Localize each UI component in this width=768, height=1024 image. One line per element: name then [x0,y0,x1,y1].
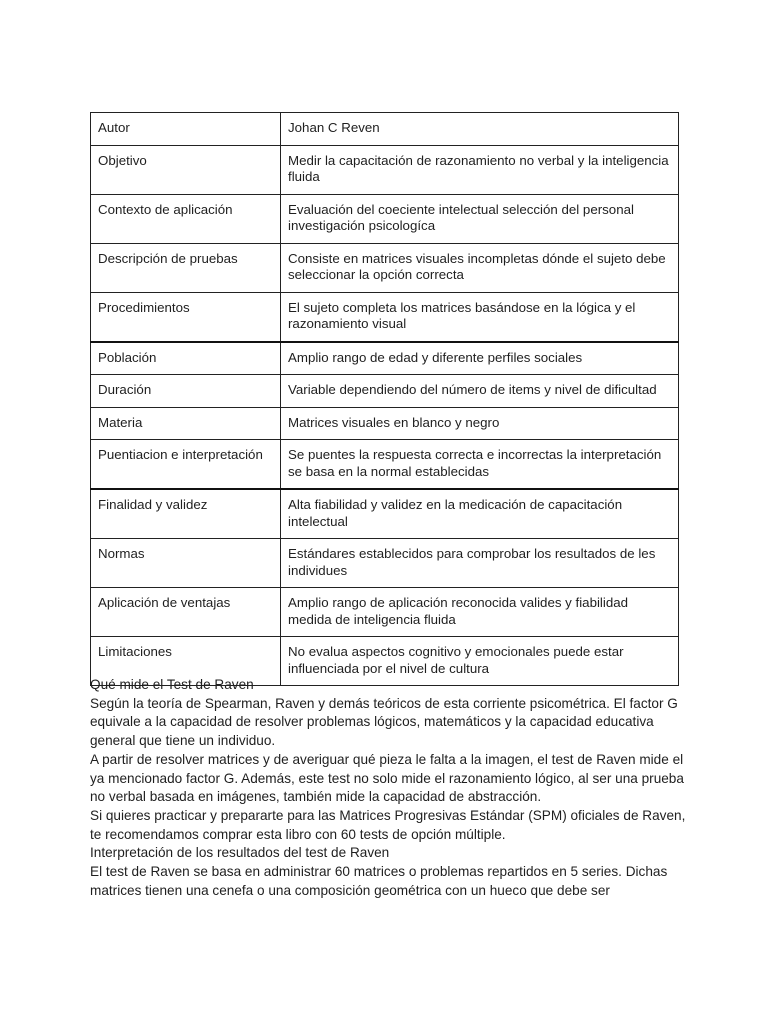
paragraph: Según la teoría de Spearman, Raven y demás teóricos de esta corriente psicométrica. El factor G equivale a la capacidad de resolver problemas lógicos, matemáticos y la capacidad educativa general que tiene un individuo. [90,695,678,749]
row-value: Variable dependiendo del número de items y nivel de dificultad [281,375,679,408]
paragraph: Si quieres practicar y prepararte para las Matrices Progresivas Estándar (SPM) oficiales de Raven, te recomendamos comprar esta libro con 60 tests de opción múltiple. [90,807,686,842]
row-label: Finalidad y validez [91,489,281,539]
paragraph: El test de Raven se basa en administrar 60 matrices o problemas repartidos en 5 series. Dichas matrices tienen una cenefa o una composición geométrica con un hueco que debe ser [90,864,668,898]
table-row [91,440,679,490]
row-value: No evalua aspectos cognitivo y emocionales puede estar influenciada por el nivel de cultura [281,637,679,686]
row-label: Objetivo [91,145,281,194]
row-value: Amplio rango de aplicación reconocida valides y fiabilidad medida de inteligencia fluida [281,588,679,637]
table-row [91,194,679,243]
row-value: El sujeto completa los matrices basándose en la lógica y el razonamiento visual [281,292,679,342]
row-label: Descripción de pruebas [91,243,281,292]
table-row [91,243,679,292]
row-value: Matrices visuales en blanco y negro [281,407,679,440]
row-value: Johan C Reven [281,113,679,146]
row-label: Puentiacion e interpretación [91,440,281,490]
paragraph: A partir de resolver matrices y de averiguar qué pieza le falta a la imagen, el test de Raven mide el ya mencionado factor G. Además, este test no solo mide el razonamiento lógico, al ser una prueba no verbal basada en imágenes, también mide la capacidad de abstracción. [90,751,684,805]
row-label: Aplicación de ventajas [91,588,281,637]
row-label: Duración [91,375,281,408]
row-value: Amplio rango de edad y diferente perfiles sociales [281,342,679,375]
row-label: Normas [91,539,281,588]
row-label: Procedimientos [91,292,281,342]
row-value: Evaluación del coeciente intelectual selección del personal investigación psicologíca [281,194,679,243]
body-text [90,676,690,900]
row-value: Consiste en matrices visuales incompletas dónde el sujeto debe seleccionar la opción correcta [281,243,679,292]
row-value: Alta fiabilidad y validez en la medicación de capacitación intelectual [281,489,679,539]
section-heading: Interpretación de los resultados del test de Raven [90,845,390,861]
table-row [91,539,679,588]
row-value: Medir la capacitación de razonamiento no verbal y la inteligencia fluida [281,145,679,194]
table-row [91,342,679,375]
table-row [91,588,679,637]
table-row [91,292,679,342]
row-label: Limitaciones [91,637,281,686]
table-row [91,113,679,146]
raven-test-info-table [90,112,679,686]
row-label: Contexto de aplicación [91,194,281,243]
table-row [91,375,679,408]
row-value: Se puentes la respuesta correcta e incorrectas la interpretación se basa en la normal establecidas [281,440,679,490]
row-value: Estándares establecidos para comprobar los resultados de les individues [281,539,679,588]
table-row [91,145,679,194]
row-label: Materia [91,407,281,440]
row-label: Población [91,342,281,375]
table-row [91,489,679,539]
table-row [91,407,679,440]
section-heading: Qué mide el Test de Raven [90,677,254,692]
row-label: Autor [91,113,281,146]
